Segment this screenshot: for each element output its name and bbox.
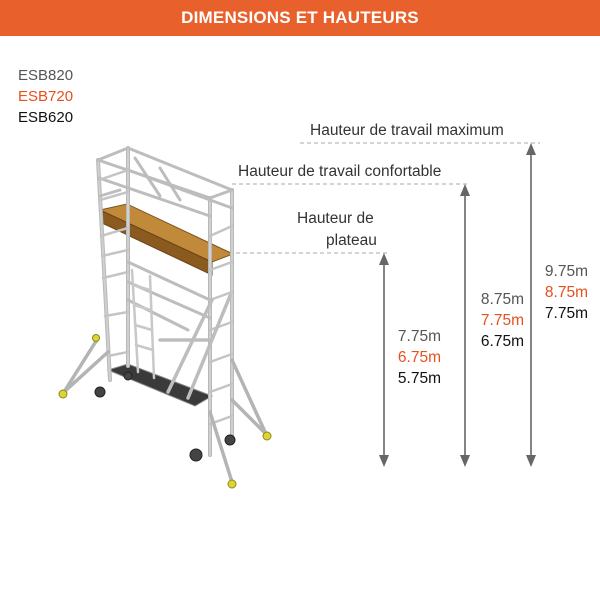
- plateau-value-esb620: 5.75m: [397, 370, 441, 387]
- scaffold-illustration: [59, 148, 271, 488]
- max-value-esb720: 8.75m: [544, 284, 588, 301]
- max-height-values: [528, 261, 588, 324]
- comfort-value-esb820: 8.75m: [480, 291, 524, 308]
- comfort-height-values: [462, 289, 524, 352]
- plateau-value-esb720: 6.75m: [397, 349, 441, 366]
- model-esb820: ESB820: [18, 67, 74, 84]
- plateau-height-label-line2: plateau: [326, 232, 377, 249]
- comfort-height-label: Hauteur de travail confortable: [238, 163, 442, 180]
- model-esb620: ESB620: [18, 109, 74, 126]
- max-height-label: Hauteur de travail maximum: [310, 122, 504, 139]
- header-title: DIMENSIONS ET HAUTEURS: [181, 8, 419, 27]
- plateau-height-values: [380, 326, 441, 389]
- max-value-esb620: 7.75m: [544, 305, 588, 322]
- model-esb720: ESB720: [18, 88, 74, 105]
- comfort-value-esb720: 7.75m: [480, 312, 524, 329]
- max-value-esb820: 9.75m: [544, 263, 588, 280]
- comfort-value-esb620: 6.75m: [480, 333, 524, 350]
- lower-platform: [108, 364, 212, 406]
- plateau-height-label-line1: Hauteur de: [297, 210, 374, 227]
- plateau-value-esb820: 7.75m: [397, 328, 441, 345]
